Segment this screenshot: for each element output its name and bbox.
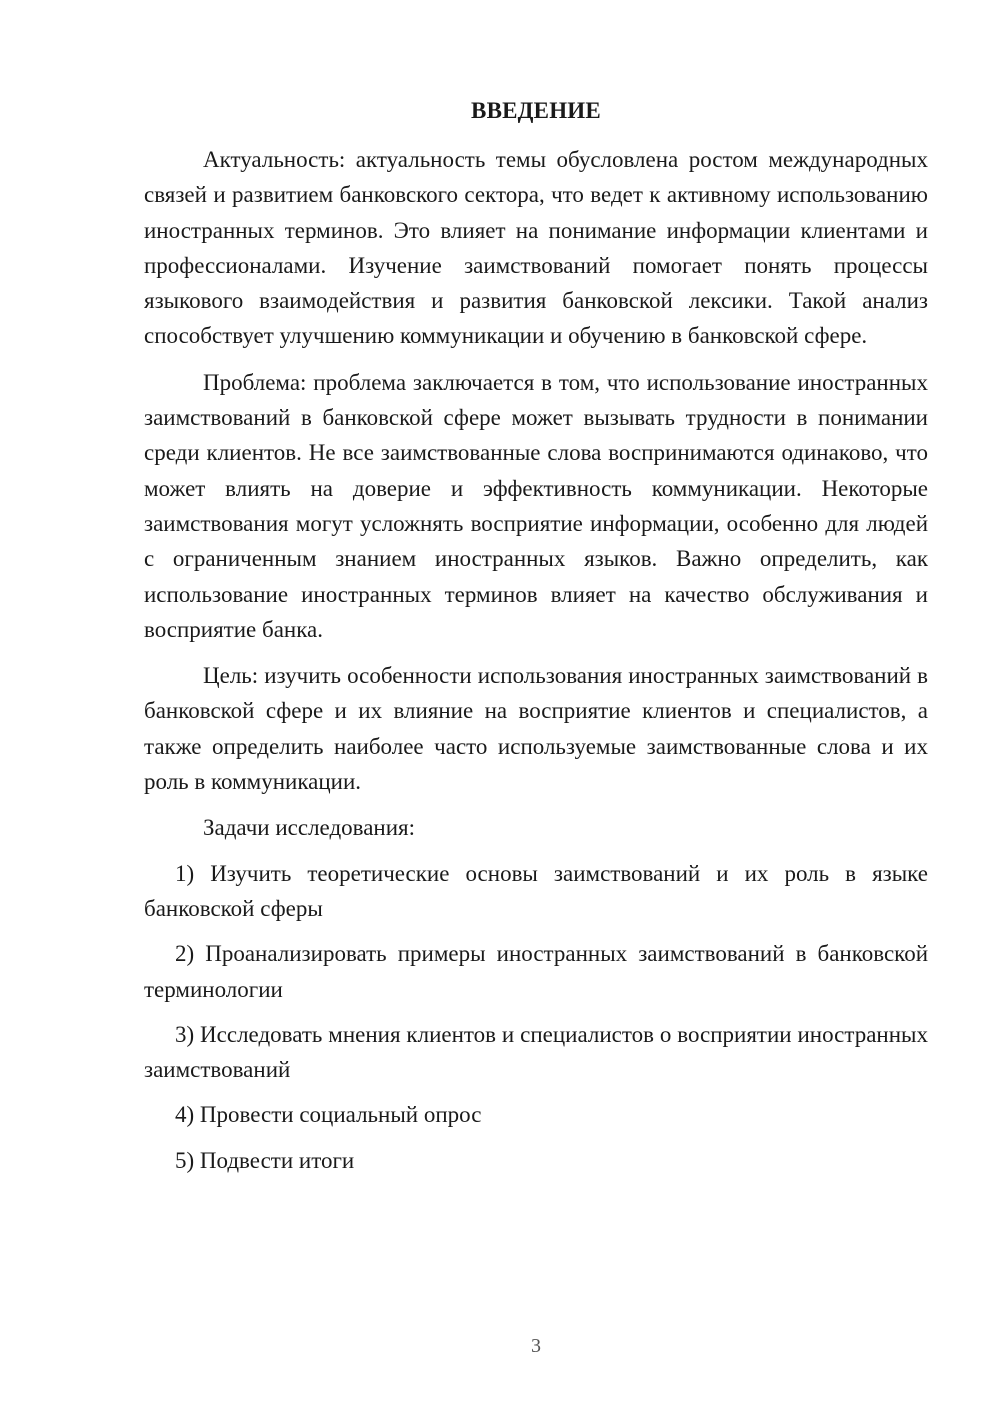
task-item-5: 5) Подвести итоги: [175, 1147, 355, 1173]
paragraph-problem: Проблема: проблема заключается в том, что использование иностранных заимствований в банковской сфере может вызывать трудности в понимании среди клиентов. Не все заимствованные слова воспринимаются одинаково, что может влиять на доверие и эффективность коммуникации. Некоторые заимствования могут усложнять восприятие информации, особенно для людей с ограниченным знанием иностранных языков. Важно определить, как использование иностранных терминов влияет на качество обслуживания и восприятие банка.: [144, 369, 928, 642]
task-item-4: 4) Провести социальный опрос: [175, 1102, 482, 1128]
task-item-3: 3) Исследовать мнения клиентов и специалистов о восприятии иностранных заимствований: [144, 1021, 928, 1083]
section-title: ВВЕДЕНИЕ: [471, 98, 601, 123]
task-item-1: 1) Изучить теоретические основы заимствований и их роль в языке банковской сферы: [144, 860, 928, 921]
task-item-2: 2) Проанализировать примеры иностранных заимствований в банковской терминологии: [144, 941, 928, 1002]
document-body: [144, 142, 928, 1178]
page-number: 3: [531, 1335, 541, 1357]
paragraph-goal: Цель: изучить особенности использования иностранных заимствований в банковской сфере и их влияние на восприятие клиентов и специалистов, а также определить наиболее часто используемые заимствованные слова и их роль в коммуникации.: [144, 663, 928, 795]
tasks-heading: Задачи исследования:: [203, 815, 416, 841]
paragraph-relevance: Актуальность: актуальность темы обусловлена ростом международных связей и развитием банковского сектора, что ведет к активному использованию иностранных терминов. Это влияет на понимание информации клиентами и профессионалами. Изучение заимствований помогает понять процессы языкового взаимодействия и развития банковской лексики. Такой анализ способствует улучшению коммуникации и обучению в банковской сфере.: [144, 147, 928, 349]
